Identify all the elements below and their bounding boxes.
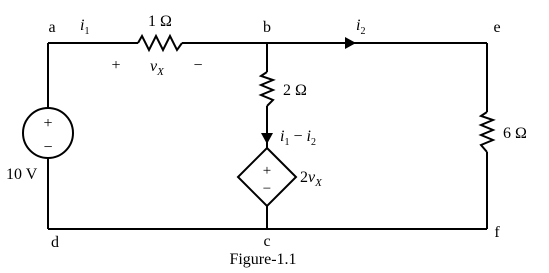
source-plus-sign: + xyxy=(43,115,53,132)
figure-caption: Figure-1.1 xyxy=(229,251,297,268)
r3-value-label: 6 Ω xyxy=(503,125,527,142)
dep-minus-sign: − xyxy=(262,181,272,197)
node-label-b: b xyxy=(263,19,271,36)
i2-arrow-head xyxy=(345,37,356,49)
source-minus-sign: − xyxy=(43,139,53,156)
resistor-1ohm xyxy=(138,36,182,50)
branch-arrow-head xyxy=(261,133,273,144)
node-label-e: e xyxy=(493,19,501,36)
node-label-c: c xyxy=(263,233,271,250)
dep-plus-sign: + xyxy=(262,163,272,179)
resistor-2ohm xyxy=(261,72,273,106)
node-label-a: a xyxy=(48,19,56,36)
resistor-6ohm xyxy=(481,112,493,152)
node-label-d: d xyxy=(51,234,59,251)
source-voltage-label: 10 V xyxy=(6,166,38,183)
current-i2-label: $i_2$ xyxy=(356,17,366,37)
dep-source-value-label: $2v_X$ xyxy=(300,169,322,189)
vx-label: $v_X$ xyxy=(150,58,164,78)
current-i1-label: $i_1$ xyxy=(80,17,90,37)
vx-plus-sign: + xyxy=(111,57,121,74)
r1-value-label: 1 Ω xyxy=(148,13,172,30)
branch-current-label: $i_1 - i_2$ xyxy=(280,128,316,148)
node-label-f: f xyxy=(494,224,500,241)
vx-minus-sign: − xyxy=(193,57,203,74)
r2-value-label: 2 Ω xyxy=(283,82,307,99)
